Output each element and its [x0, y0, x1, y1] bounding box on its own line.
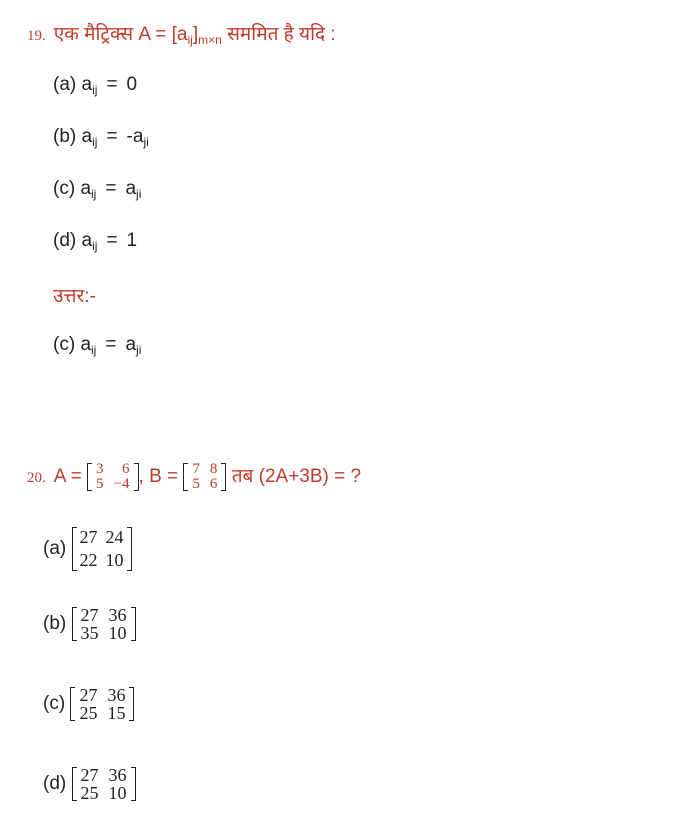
- matrix-cell: 24: [105, 527, 124, 547]
- right-bracket: [131, 607, 136, 641]
- right-bracket: [221, 463, 226, 491]
- matrix-cell: 5: [192, 476, 200, 492]
- option-rhs-subscript: ji: [143, 135, 149, 149]
- left-bracket: [70, 687, 75, 721]
- option-rhs: a: [125, 334, 137, 355]
- question-text-prefix: एक मैट्रिक्स A = [a: [53, 24, 188, 45]
- matrix-cell: 10: [105, 550, 124, 570]
- matrix-cell: 25: [79, 703, 98, 723]
- matrix-cell: 5: [96, 476, 104, 492]
- answer-option: [53, 334, 141, 356]
- left-bracket: [72, 607, 77, 641]
- equals-sign: =: [105, 334, 117, 355]
- matrix-cell: 6: [122, 461, 130, 477]
- matrix-cell: 27: [80, 605, 99, 625]
- question-number: 19.: [27, 28, 46, 44]
- matrix-cell: 15: [107, 703, 126, 723]
- option-lhs-subscript: ij: [91, 187, 97, 201]
- option-a: [53, 74, 137, 96]
- option-rhs: 1: [126, 230, 138, 251]
- option-lhs-subscript: ij: [92, 135, 98, 149]
- option-lhs-subscript: ij: [92, 239, 98, 253]
- equals-sign: =: [106, 74, 118, 95]
- matrix-a-label: A =: [53, 466, 82, 488]
- matrix-cell: 27: [79, 527, 98, 547]
- matrix-cell: 10: [108, 783, 127, 803]
- right-bracket: [134, 463, 139, 491]
- right-bracket: [131, 767, 136, 801]
- option-label: (b): [53, 126, 77, 147]
- option-matrix: [72, 526, 132, 572]
- option-label: (b): [43, 613, 67, 635]
- option-matrix: [72, 606, 136, 642]
- option-lhs-subscript: ij: [92, 83, 98, 97]
- right-bracket: [127, 527, 132, 571]
- left-bracket: [87, 463, 92, 491]
- left-bracket: [72, 767, 77, 801]
- option-b: [43, 606, 136, 642]
- matrix-cell: 25: [80, 783, 99, 803]
- option-label: (c): [43, 693, 66, 715]
- option-a: [43, 526, 132, 572]
- matrix-b: [183, 462, 226, 492]
- equals-sign: =: [106, 230, 118, 251]
- option-b: [53, 126, 149, 148]
- right-bracket: [129, 687, 134, 721]
- option-lhs: a: [80, 178, 92, 199]
- question-20-title: [27, 462, 361, 492]
- matrix-cell: 8: [209, 461, 218, 477]
- matrix-cell: 36: [108, 605, 127, 625]
- matrix-b-label: B =: [149, 466, 179, 488]
- close-bracket: ]: [192, 24, 199, 45]
- subscript-dimension: m×n: [198, 33, 222, 47]
- option-lhs: a: [81, 126, 93, 147]
- matrix-cell: 27: [80, 765, 99, 785]
- question-text-suffix: तब (2A+3B) = ?: [231, 466, 362, 488]
- equals-sign: =: [106, 126, 118, 147]
- option-matrix: [72, 766, 136, 802]
- option-lhs: a: [80, 334, 92, 355]
- question-number: 20.: [27, 470, 46, 487]
- matrix-cell: −4: [113, 476, 130, 492]
- left-bracket: [72, 527, 77, 571]
- option-rhs: -a: [126, 126, 144, 147]
- matrix-cell: 22: [79, 550, 98, 570]
- option-matrix: [70, 686, 134, 722]
- matrix-cell: 10: [108, 623, 127, 643]
- matrix-cell: 6: [209, 476, 218, 492]
- subscript-ij: ij: [187, 33, 193, 47]
- matrix-cell: 36: [108, 765, 127, 785]
- left-bracket: [183, 463, 188, 491]
- option-label: (c): [53, 178, 76, 199]
- option-rhs: 0: [126, 74, 138, 95]
- option-rhs: a: [125, 178, 137, 199]
- matrix-cell: 36: [107, 685, 126, 705]
- option-label: (a): [43, 538, 67, 560]
- comma: ,: [138, 466, 144, 488]
- option-label: (a): [53, 74, 77, 95]
- matrix-cell: 35: [80, 623, 99, 643]
- question-text-suffix: सममित है यदि :: [227, 24, 336, 45]
- option-label: (d): [53, 230, 77, 251]
- option-label: (d): [43, 773, 67, 795]
- option-label: (c): [53, 334, 76, 355]
- question-19-title: [27, 20, 336, 46]
- option-c: [43, 686, 134, 722]
- matrix-cell: 27: [79, 685, 98, 705]
- matrix-a: [87, 462, 138, 492]
- answer-label: उत्तर:-: [53, 286, 96, 307]
- matrix-cell: 7: [192, 461, 200, 477]
- option-rhs-subscript: ji: [136, 343, 142, 357]
- option-lhs-subscript: ij: [91, 343, 97, 357]
- matrix-cell: 3: [96, 461, 104, 477]
- option-rhs-subscript: ji: [136, 187, 142, 201]
- option-lhs: a: [81, 74, 93, 95]
- equals-sign: =: [105, 178, 117, 199]
- option-d: [53, 230, 137, 252]
- option-d: [43, 766, 136, 802]
- option-lhs: a: [81, 230, 93, 251]
- option-c: [53, 178, 141, 200]
